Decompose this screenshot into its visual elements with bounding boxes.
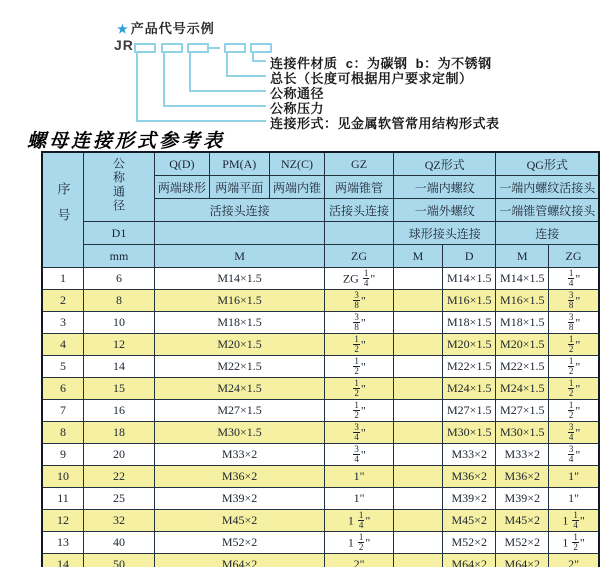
cell-qz-d: M14×1.5 — [443, 268, 496, 290]
cell-qz-d: M27×1.5 — [443, 400, 496, 422]
header-blank-gz — [325, 222, 394, 245]
cell-diameter: 12 — [84, 334, 155, 356]
cell-qg-m: M24×1.5 — [496, 378, 549, 400]
cell-serial: 4 — [42, 334, 84, 356]
cell-m-thread: M52×2 — [155, 532, 325, 554]
header-diameter: 公称通径 — [84, 152, 155, 222]
cell-qz-d: M45×2 — [443, 510, 496, 532]
cell-qz-d: M36×2 — [443, 466, 496, 488]
cell-gz-size: $\frac{3}{4}$ " — [325, 422, 394, 444]
table-row — [42, 312, 599, 334]
cell-diameter: 22 — [84, 466, 155, 488]
code-box-3 — [187, 43, 209, 53]
header-unit-zg: ZG — [325, 245, 394, 268]
cell-qz-m — [393, 334, 442, 356]
cell-gz-size: $\frac{1}{2}$ " — [325, 378, 394, 400]
header-sub-qg: 一端内螺纹活接头 — [496, 176, 599, 199]
code-label-connection: 连接形式：见金属软管常用结构形式表 — [270, 116, 500, 131]
cell-serial: 7 — [42, 400, 84, 422]
header-unit-qz-d: D — [443, 245, 496, 268]
cell-qz-m — [393, 312, 442, 334]
cell-qg-m: M36×2 — [496, 466, 549, 488]
cell-qg-zg-size: $\frac{1}{2}$ " — [549, 356, 599, 378]
header-group-gz: GZ — [325, 152, 394, 176]
cell-diameter: 14 — [84, 356, 155, 378]
table-row — [42, 488, 599, 510]
header-d1: D1 — [84, 222, 155, 245]
code-box-4 — [224, 43, 246, 53]
cell-qz-m — [393, 290, 442, 312]
cell-gz-size: $\frac{1}{2}$ " — [325, 334, 394, 356]
header-blank-m — [155, 222, 325, 245]
cell-qz-m — [393, 422, 442, 444]
cell-diameter: 18 — [84, 422, 155, 444]
header-row-5 — [42, 245, 599, 268]
cell-qz-m — [393, 444, 442, 466]
table-row — [42, 422, 599, 444]
cell-qz-m — [393, 488, 442, 510]
cell-qg-zg-size: 1 $\frac{1}{4}$ " — [549, 510, 599, 532]
cell-qz-m — [393, 356, 442, 378]
cell-qz-d: M20×1.5 — [443, 334, 496, 356]
cell-diameter: 25 — [84, 488, 155, 510]
cell-qg-zg-size: 1" — [549, 466, 599, 488]
table-row — [42, 444, 599, 466]
code-box-1 — [134, 43, 156, 53]
cell-qg-zg-size: 1 $\frac{1}{2}$ " — [549, 532, 599, 554]
leader-line-h-1 — [252, 60, 266, 62]
cell-qg-m: M20×1.5 — [496, 334, 549, 356]
cell-serial: 14 — [42, 554, 84, 567]
cell-qz-d: M16×1.5 — [443, 290, 496, 312]
cell-qz-d: M18×1.5 — [443, 312, 496, 334]
cell-m-thread: M14×1.5 — [155, 268, 325, 290]
diagram-heading-text: 产品代号示例 — [130, 21, 215, 36]
cell-serial: 6 — [42, 378, 84, 400]
cell-qg-zg-size: 1" — [549, 488, 599, 510]
header-group-nzc: NZ(C) — [269, 152, 324, 176]
cell-qz-m — [393, 268, 442, 290]
code-label-pressure: 公称压力 — [270, 101, 325, 116]
header-group-qz: QZ形式 — [393, 152, 496, 176]
cell-m-thread: M18×1.5 — [155, 312, 325, 334]
cell-diameter: 8 — [84, 290, 155, 312]
code-label-length: 总长（长度可根据用户要求定制） — [270, 71, 473, 86]
cell-qg-m: M27×1.5 — [496, 400, 549, 422]
cell-qz-d: M30×1.5 — [443, 422, 496, 444]
cell-m-thread: M64×2 — [155, 554, 325, 567]
code-label-material: 连接件材质 c：为碳钢 b：为不锈钢 — [270, 56, 492, 71]
header-qz-external: 一端外螺纹 — [393, 199, 496, 222]
cell-diameter: 20 — [84, 444, 155, 466]
cell-qg-m: M30×1.5 — [496, 422, 549, 444]
table-row — [42, 466, 599, 488]
header-sub-gz: 两端锥管 — [325, 176, 394, 199]
cell-gz-size: $\frac{3}{4}$ " — [325, 444, 394, 466]
cell-gz-size: $\frac{1}{2}$ " — [325, 356, 394, 378]
star-icon: ★ — [117, 22, 129, 36]
cell-gz-size: ZG $\frac{1}{4}$ " — [325, 268, 394, 290]
leader-line-v-3 — [189, 53, 191, 91]
table-row — [42, 356, 599, 378]
cell-m-thread: M36×2 — [155, 466, 325, 488]
cell-qg-zg-size: $\frac{3}{4}$ " — [549, 422, 599, 444]
cell-serial: 12 — [42, 510, 84, 532]
header-group-pma: PM(A) — [209, 152, 269, 176]
table-row — [42, 510, 599, 532]
header-gz-connection: 活接头连接 — [325, 199, 394, 222]
cell-gz-size: 1" — [325, 466, 394, 488]
cell-qg-m: M16×1.5 — [496, 290, 549, 312]
cell-qg-zg-size: $\frac{3}{8}$ " — [549, 290, 599, 312]
code-box-2 — [161, 43, 183, 53]
cell-serial: 10 — [42, 466, 84, 488]
cell-diameter: 50 — [84, 554, 155, 567]
cell-diameter: 32 — [84, 510, 155, 532]
cell-diameter: 10 — [84, 312, 155, 334]
cell-qz-m — [393, 466, 442, 488]
header-sub-qz: 一端内螺纹 — [393, 176, 496, 199]
cell-m-thread: M20×1.5 — [155, 334, 325, 356]
product-code-diagram — [0, 0, 600, 131]
cell-qg-m: M14×1.5 — [496, 268, 549, 290]
table-row — [42, 554, 599, 567]
cell-qz-d: M64×2 — [443, 554, 496, 567]
header-qg-taper: 一端锥管螺纹接头 — [496, 199, 599, 222]
cell-qg-zg-size: $\frac{3}{4}$ " — [549, 444, 599, 466]
cell-diameter: 15 — [84, 378, 155, 400]
cell-qg-zg-size: 2" — [549, 554, 599, 567]
table-row — [42, 400, 599, 422]
cell-gz-size: 1" — [325, 488, 394, 510]
cell-qz-m — [393, 554, 442, 567]
cell-serial: 13 — [42, 532, 84, 554]
header-unit-m: M — [155, 245, 325, 268]
leader-line-h-4 — [163, 105, 266, 107]
table-row — [42, 334, 599, 356]
header-row-1 — [42, 152, 599, 176]
cell-m-thread: M16×1.5 — [155, 290, 325, 312]
cell-diameter: 40 — [84, 532, 155, 554]
leader-line-h-5 — [136, 120, 266, 122]
cell-gz-size: 2" — [325, 554, 394, 567]
cell-gz-size: 1 $\frac{1}{2}$ " — [325, 532, 394, 554]
cell-m-thread: M27×1.5 — [155, 400, 325, 422]
cell-gz-size: $\frac{1}{2}$ " — [325, 400, 394, 422]
cell-m-thread: M22×1.5 — [155, 356, 325, 378]
cell-m-thread: M45×2 — [155, 510, 325, 532]
cell-qz-m — [393, 378, 442, 400]
cell-qg-m: M64×2 — [496, 554, 549, 567]
cell-qz-d: M39×2 — [443, 488, 496, 510]
cell-qg-zg-size: $\frac{1}{2}$ " — [549, 334, 599, 356]
table-row — [42, 378, 599, 400]
cell-qg-zg-size: $\frac{1}{2}$ " — [549, 400, 599, 422]
cell-serial: 1 — [42, 268, 84, 290]
leader-line-v-2 — [226, 53, 228, 76]
header-group-qd: Q(D) — [155, 152, 210, 176]
cell-qg-m: M18×1.5 — [496, 312, 549, 334]
table-row — [42, 268, 599, 290]
nut-connection-table — [41, 151, 600, 567]
diagram-heading — [117, 18, 215, 37]
cell-qz-d: M24×1.5 — [443, 378, 496, 400]
cell-qg-m: M52×2 — [496, 532, 549, 554]
cell-qg-m: M33×2 — [496, 444, 549, 466]
cell-diameter: 6 — [84, 268, 155, 290]
leader-line-h-2 — [226, 75, 266, 77]
cell-qg-m: M45×2 — [496, 510, 549, 532]
cell-serial: 11 — [42, 488, 84, 510]
header-unit-mm: mm — [84, 245, 155, 268]
header-serial: 序号 — [42, 152, 84, 268]
header-qg-connection: 连接 — [496, 222, 599, 245]
header-qz-ball-connection: 球形接头连接 — [393, 222, 496, 245]
header-unit-qg-m: M — [496, 245, 549, 268]
cell-serial: 5 — [42, 356, 84, 378]
header-group-qg: QG形式 — [496, 152, 599, 176]
table-row — [42, 532, 599, 554]
cell-qg-m: M39×2 — [496, 488, 549, 510]
header-row-4 — [42, 222, 599, 245]
header-union-connection: 活接头连接 — [155, 199, 325, 222]
cell-serial: 2 — [42, 290, 84, 312]
table-row — [42, 290, 599, 312]
leader-line-h-3 — [189, 90, 266, 92]
cell-serial: 9 — [42, 444, 84, 466]
cell-gz-size: $\frac{3}{8}$ " — [325, 312, 394, 334]
leader-line-v-4 — [163, 53, 165, 106]
header-unit-qz-m: M — [393, 245, 442, 268]
cell-serial: 3 — [42, 312, 84, 334]
code-prefix: JR — [114, 37, 134, 53]
cell-gz-size: 1 $\frac{1}{4}$ " — [325, 510, 394, 532]
cell-qz-m — [393, 510, 442, 532]
cell-m-thread: M39×2 — [155, 488, 325, 510]
cell-qg-zg-size: $\frac{1}{2}$ " — [549, 378, 599, 400]
cell-serial: 8 — [42, 422, 84, 444]
cell-m-thread: M30×1.5 — [155, 422, 325, 444]
cell-gz-size: $\frac{3}{8}$ " — [325, 290, 394, 312]
cell-qz-d: M52×2 — [443, 532, 496, 554]
cell-m-thread: M33×2 — [155, 444, 325, 466]
cell-m-thread: M24×1.5 — [155, 378, 325, 400]
header-sub-nzc: 两端内锥 — [269, 176, 324, 199]
cell-qz-d: M33×2 — [443, 444, 496, 466]
cell-qz-d: M22×1.5 — [443, 356, 496, 378]
cell-qz-m — [393, 400, 442, 422]
code-label-diameter: 公称通径 — [270, 86, 325, 101]
code-dash — [209, 47, 220, 49]
header-sub-pma: 两端平面 — [209, 176, 269, 199]
leader-line-v-5 — [136, 53, 138, 121]
code-box-5 — [250, 43, 272, 53]
header-unit-qg-zg: ZG — [549, 245, 599, 268]
cell-qz-m — [393, 532, 442, 554]
header-sub-qd: 两端球形 — [155, 176, 210, 199]
table-title: 螺母连接形式参考表 — [27, 131, 226, 152]
cell-diameter: 16 — [84, 400, 155, 422]
cell-qg-zg-size: $\frac{3}{8}$ " — [549, 312, 599, 334]
cell-qg-zg-size: $\frac{1}{4}$ " — [549, 268, 599, 290]
cell-qg-m: M22×1.5 — [496, 356, 549, 378]
